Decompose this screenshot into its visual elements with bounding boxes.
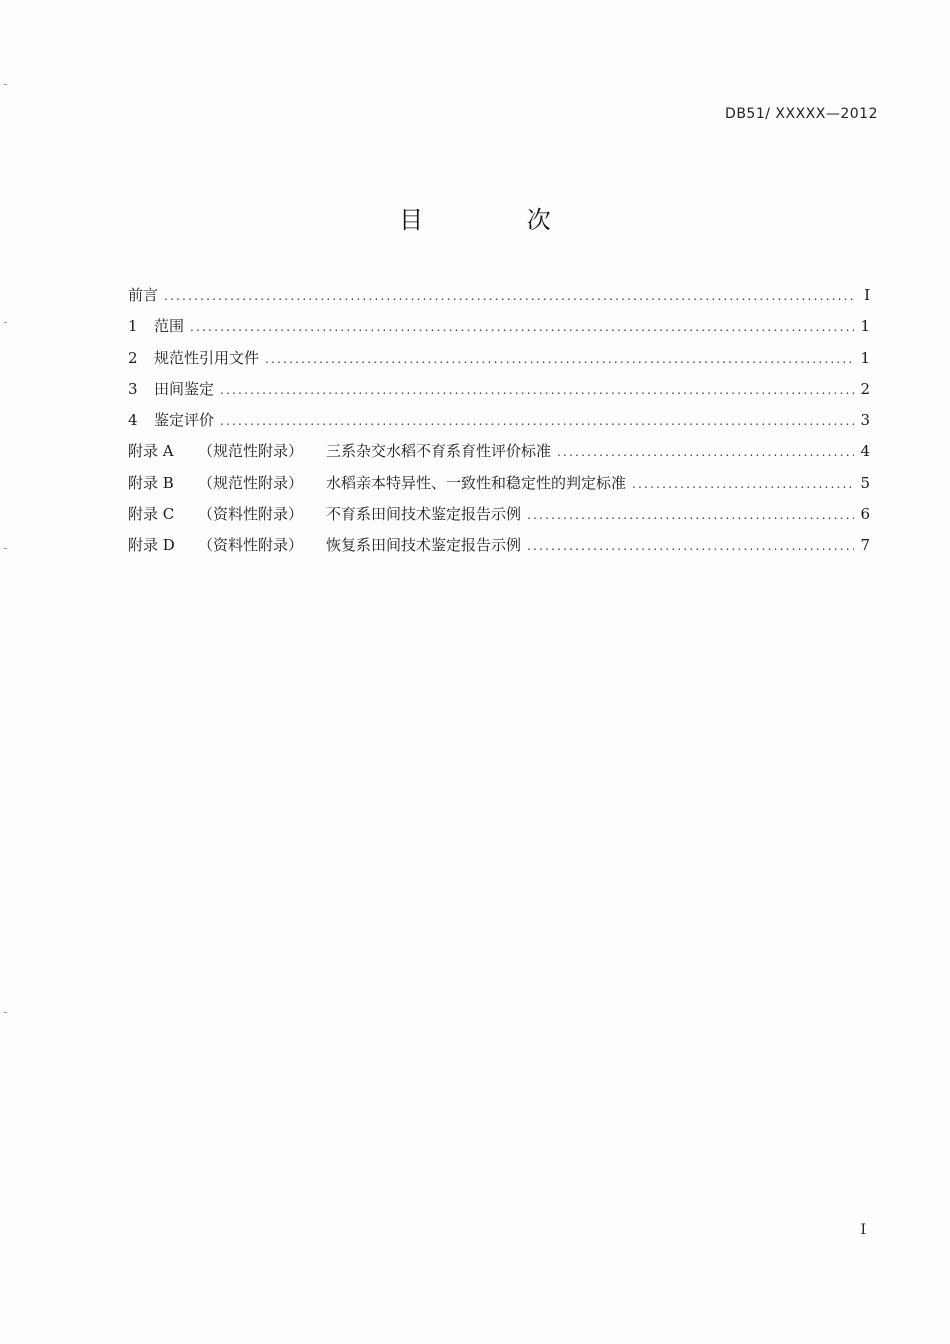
toc-entry-preface[interactable] [128,280,870,311]
toc-appendix-kind: （规范性附录） [198,442,304,461]
table-of-contents [128,280,870,562]
toc-entry-page: 1 [860,348,870,367]
toc-leader-dots [220,406,854,437]
toc-entry-label: 鉴定评价 [154,411,215,430]
toc-entry-page: 6 [860,505,870,524]
toc-entry-field-identification[interactable] [128,374,870,405]
toc-entry-page: 3 [860,411,870,430]
toc-entry-page: 1 [860,317,870,336]
scan-artifact [4,548,7,549]
toc-entry-page: 7 [860,536,870,555]
toc-leader-dots [527,500,854,531]
toc-entry-label: 规范性引用文件 [154,348,260,367]
toc-leader-dots [527,531,854,562]
toc-appendix-id: 附录 B [128,473,174,492]
toc-entry-label: 水稻亲本特异性、一致性和稳定性的判定标准 [326,473,627,492]
toc-entry-number: 2 [128,348,138,367]
toc-entry-page: 2 [860,379,870,398]
toc-entry-page: I [864,286,870,304]
toc-entry-number: 3 [128,379,138,398]
toc-appendix-kind: （规范性附录） [198,473,304,492]
toc-entry-label: 田间鉴定 [154,379,215,398]
toc-appendix-kind: （资料性附录） [198,536,304,555]
toc-title: 目 次 [399,206,599,234]
toc-entry-page: 4 [860,442,870,461]
toc-entry-appendix-c[interactable] [128,499,870,530]
toc-entry-appendix-d[interactable] [128,530,870,561]
scan-artifact [4,1012,7,1013]
scan-artifact [4,84,7,85]
toc-leader-dots [632,469,854,500]
page-number: I [860,1222,866,1238]
toc-leader-dots [265,344,854,375]
toc-appendix-kind: （资料性附录） [198,505,304,524]
toc-entry-appendix-a[interactable] [128,436,870,467]
toc-entry-label: 三系杂交水稻不育系育性评价标准 [326,442,552,461]
toc-entry-normative-references[interactable] [128,343,870,374]
toc-entry-evaluation[interactable] [128,405,870,436]
toc-entry-label: 前言 [128,286,159,304]
document-code: DB51/ XXXXX—2012 [725,106,878,122]
toc-entry-page: 5 [860,473,870,492]
toc-leader-dots [220,375,854,406]
toc-entry-number: 1 [128,317,138,336]
toc-entry-label: 不育系田间技术鉴定报告示例 [326,505,522,524]
toc-appendix-id: 附录 D [128,536,175,555]
scan-artifact [4,322,7,323]
toc-leader-dots [190,312,854,343]
toc-leader-dots [164,281,854,312]
toc-entry-label: 范围 [154,317,185,336]
toc-entry-number: 4 [128,411,138,430]
toc-leader-dots [557,437,854,468]
toc-appendix-id: 附录 A [128,442,174,461]
toc-appendix-id: 附录 C [128,505,175,524]
toc-entry-scope[interactable] [128,311,870,342]
toc-entry-appendix-b[interactable] [128,468,870,499]
toc-entry-label: 恢复系田间技术鉴定报告示例 [326,536,522,555]
